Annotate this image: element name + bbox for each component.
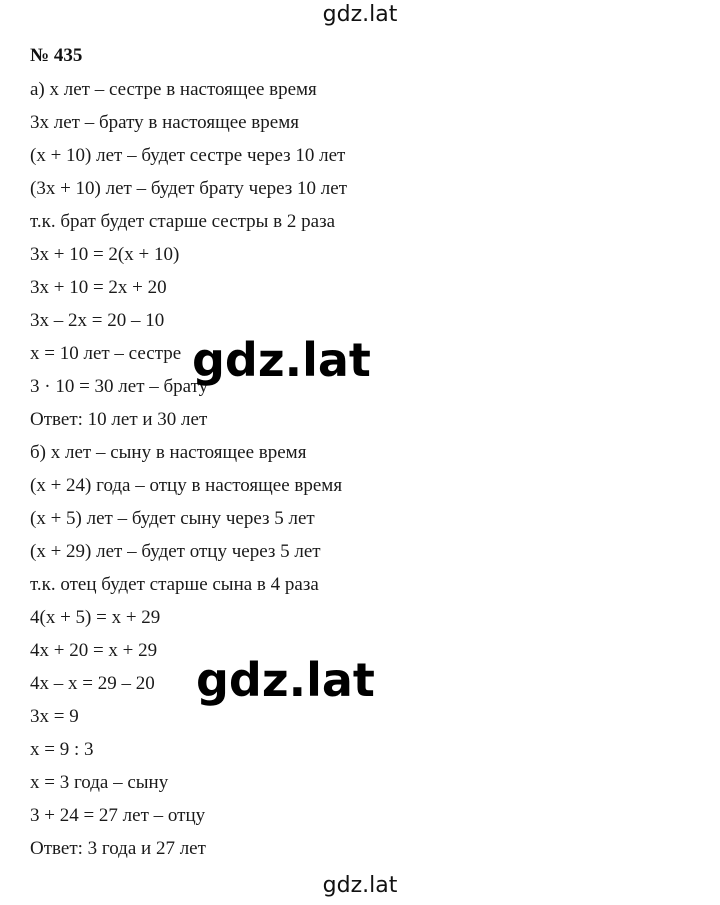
solution-line: 3 · 10 = 30 лет – брату (30, 376, 209, 397)
answer-line-b: Ответ: 3 года и 27 лет (30, 838, 206, 859)
solution-line: 4x – x = 29 – 20 (30, 673, 155, 694)
watermark-middle-1: gdz.lat (192, 333, 371, 387)
solution-line: x = 10 лет – сестре (30, 343, 182, 364)
solution-line: 4(x + 5) = x + 29 (30, 607, 161, 628)
solution-line: 4x + 20 = x + 29 (30, 640, 158, 661)
solution-line: 3x + 10 = 2x + 20 (30, 277, 167, 298)
solution-line: x = 3 года – сыну (30, 772, 169, 793)
solution-line: 3x + 10 = 2(x + 10) (30, 244, 180, 265)
solution-line: 3x – 2x = 20 – 10 (30, 310, 165, 331)
solution-line: x = 9 : 3 (30, 739, 94, 760)
solution-line: (x + 10) лет – будет сестре через 10 лет (30, 145, 346, 166)
solution-line: 3x лет – брату в настоящее время (30, 112, 299, 133)
solution-line: (x + 24) года – отцу в настоящее время (30, 475, 343, 496)
watermark-middle-2: gdz.lat (196, 653, 375, 707)
answer-line-a: Ответ: 10 лет и 30 лет (30, 409, 208, 430)
solution-line: 3 + 24 = 27 лет – отцу (30, 805, 206, 826)
solution-lines (30, 75, 347, 867)
watermark-top: gdz.lat (322, 2, 398, 27)
solution-line: б) x лет – сыну в настоящее время (30, 442, 307, 463)
watermark-bottom: gdz.lat (322, 873, 398, 898)
solution-line: (x + 5) лет – будет сыну через 5 лет (30, 508, 315, 529)
solution-line: а) x лет – сестре в настоящее время (30, 79, 317, 100)
problem-number: № 435 (30, 45, 83, 66)
solution-line: 3x = 9 (30, 706, 79, 727)
solution-line: т.к. отец будет старше сына в 4 раза (30, 574, 319, 595)
solution-line: (3x + 10) лет – будет брату через 10 лет (30, 178, 348, 199)
solution-line: (x + 29) лет – будет отцу через 5 лет (30, 541, 321, 562)
solution-line: т.к. брат будет старше сестры в 2 раза (30, 211, 336, 232)
